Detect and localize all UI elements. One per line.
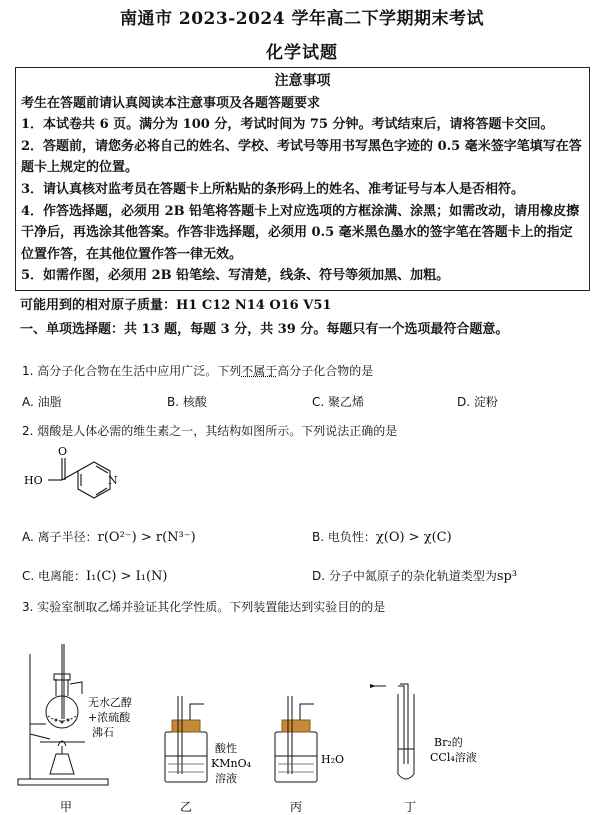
q1-stem-b: 高分子化合物的是 bbox=[277, 364, 374, 378]
q1-option-b: B. 核酸 bbox=[167, 395, 207, 409]
nicotinic-acid-structure bbox=[22, 444, 132, 512]
notice-item-4: 4．作答选择题，必须用 2B 铅笔将答题卡上对应选项的方框涂满、涂黑；如需改动，请用橡皮擦干净后，再选涂其他答案。作答非选择题，必须用 0.5 毫米黑色墨水的签字笔在答题卡上的指定位置作答，在其他位置作答一律无效。 bbox=[21, 203, 580, 262]
jia-label-3: 沸石 bbox=[92, 726, 114, 739]
q2-option-c-math: I₁(C) > I₁(N) bbox=[86, 569, 168, 584]
q1-stem-emphasis: 不属于 bbox=[241, 364, 278, 378]
q1-stem-a: 1. 高分子化合物在生活中应用广泛。下列 bbox=[22, 364, 242, 378]
yi-caption: 乙 bbox=[180, 800, 193, 814]
q2-option-d bbox=[312, 567, 517, 584]
q1-option-d: D. 淀粉 bbox=[457, 395, 498, 409]
notice-title: 注意事项 bbox=[274, 73, 331, 89]
jia-caption: 甲 bbox=[60, 800, 73, 814]
q1-option-c: C. 聚乙烯 bbox=[312, 395, 365, 409]
ding-label-1: Br₂的 bbox=[434, 736, 463, 749]
notice-item-1: 1．本试卷共 6 页。满分为 100 分，考试时间为 75 分钟。考试结束后，请将答题卡交回。 bbox=[21, 117, 554, 133]
question-1-stem bbox=[22, 362, 373, 379]
q2-option-a bbox=[22, 528, 196, 545]
q2-option-d-math: sp³ bbox=[496, 569, 518, 584]
q2-option-d-label: D. 分子中氮原子的杂化轨道类型为 bbox=[312, 569, 497, 583]
yi-label-1: 酸性 bbox=[215, 742, 237, 755]
notice-item-5: 5．如需作图，必须用 2B 铅笔绘、写清楚，线条、符号等须加黑、加粗。 bbox=[21, 268, 450, 284]
bing-caption: 丙 bbox=[290, 800, 303, 814]
ding-caption: 丁 bbox=[404, 800, 417, 814]
notice-box bbox=[15, 67, 590, 291]
q2-option-b bbox=[312, 528, 452, 545]
q2-option-a-math: r(O²⁻) > r(N³⁻) bbox=[97, 530, 196, 545]
ding-label-2: CCl₄溶液 bbox=[430, 751, 477, 764]
q2-option-b-label: B. 电负性： bbox=[312, 530, 376, 544]
yi-label-3: 溶液 bbox=[215, 772, 237, 785]
question-2-stem: 2. 烟酸是人体必需的维生素之一，其结构如图所示。下列说法正确的是 bbox=[22, 424, 398, 438]
q2-option-b-math: χ(O) > χ(C) bbox=[375, 530, 452, 545]
structure-n-label: N bbox=[108, 474, 118, 487]
structure-ho-label: HO bbox=[24, 474, 43, 487]
q2-option-a-label: A. 离子半径： bbox=[22, 530, 98, 544]
exam-title: 南通市 2023-2024 学年高二下学期期末考试 bbox=[119, 9, 485, 29]
subject-title: 化学试题 bbox=[266, 43, 338, 63]
bing-label-1: H₂O bbox=[321, 753, 345, 766]
notice-item-3: 3．请认真核对监考员在答题卡上所粘贴的条形码上的姓名、准考证号与本人是否相符。 bbox=[21, 181, 525, 197]
apparatus-figure bbox=[0, 624, 604, 815]
jia-label-2: +浓硫酸 bbox=[88, 711, 131, 724]
q2-option-c bbox=[22, 567, 167, 584]
atomic-masses: 可能用到的相对原子质量：H1 C12 N14 O16 V51 bbox=[20, 298, 332, 313]
structure-o-label: O bbox=[58, 445, 68, 458]
q1-option-a: A. 油脂 bbox=[22, 395, 62, 409]
notice-intro: 考生在答题前请认真阅读本注意事项及各题答题要求 bbox=[21, 95, 321, 111]
yi-label-2: KMnO₄ bbox=[211, 757, 251, 770]
jia-label-1: 无水乙醇 bbox=[88, 696, 132, 709]
notice-item-2: 2．答题前，请您务必将自己的姓名、学校、考试号等用书写黑色字迹的 0.5 毫米签字笔填写在答题卡上规定的位置。 bbox=[21, 138, 582, 176]
q2-option-c-label: C. 电离能： bbox=[22, 569, 87, 583]
section-heading: 一、单项选择题：共 13 题，每题 3 分，共 39 分。每题只有一个选项最符合题意。 bbox=[20, 322, 509, 337]
question-3-stem: 3. 实验室制取乙烯并验证其化学性质。下列装置能达到实验目的的是 bbox=[22, 600, 386, 614]
